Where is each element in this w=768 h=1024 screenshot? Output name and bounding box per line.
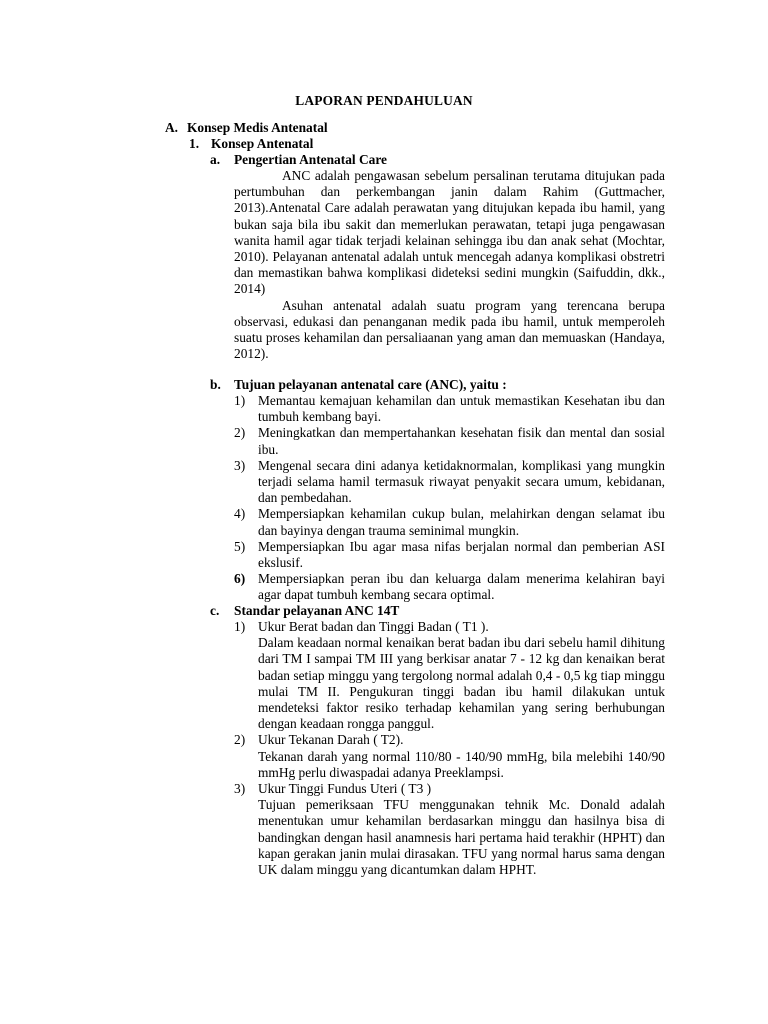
subheading-text: Standar pelayanan ANC 14T: [234, 603, 400, 618]
list-item: [234, 425, 665, 457]
list-item: [234, 571, 665, 603]
item-text: Meningkatkan dan mempertahankan kesehatan fisik dan mental dan sosial ibu.: [258, 425, 665, 457]
paragraph: Asuhan antenatal adalah suatu program yang terencana berupa observasi, edukasi dan penanganan medik pada ibu hamil, untuk memperoleh suatu proses kehamilan dan persaliaanan yang aman dan memuaskan (Handaya, 2012).: [234, 297, 665, 362]
section-label: A.: [165, 120, 179, 135]
item-detail: Dalam keadaan normal kenaikan berat badan ibu dari sebelu hamil dihitung dari TM I sampai TM III yang berkisar anatar 7 - 12 kg dan kenaikan berat badan setiap minggu yang tergolong normal adalah 0,4 - 0,5 kg tiap minggu mulai TM II. Pengukuran tinggi badan ibu hamil dilakukan untuk mendeteksi faktor resiko terhadap kehamilan yang sering berhubungan dengan keadaan rongga panggul.: [258, 635, 665, 732]
standards-list: [234, 619, 665, 878]
item-text: Mempersiapkan Ibu agar masa nifas berjalan normal dan pemberian ASI ekslusif.: [258, 538, 665, 571]
list-item: [234, 539, 665, 571]
section-text: Konsep Antenatal: [211, 136, 314, 151]
item-number: 1): [234, 619, 246, 634]
item-number: 4): [234, 506, 246, 522]
item-heading: Ukur Tinggi Fundus Uteri ( T3 ): [258, 781, 432, 797]
item-number: 2): [234, 425, 246, 441]
item-heading: Ukur Tekanan Darah ( T2).: [258, 732, 404, 748]
item-heading: Ukur Berat badan dan Tinggi Badan ( T1 ).: [258, 619, 489, 634]
item-number: 6): [234, 571, 246, 587]
item-text: Memantau kemajuan kehamilan dan untuk memastikan Kesehatan ibu dan tumbuh kembang bayi.: [258, 393, 665, 425]
list-item: [234, 393, 665, 425]
subheading-text: Pengertian Antenatal Care: [234, 152, 387, 167]
subheading-text: Tujuan pelayanan antenatal care (ANC), yaitu :: [234, 377, 507, 392]
item-text: Mempersiapkan peran ibu dan keluarga dalam menerima kelahiran bayi agar dapat tumbuh kembang secara optimal.: [258, 571, 665, 603]
item-number: 3): [234, 781, 246, 797]
item-text: Mempersiapkan kehamilan cukup bulan, melahirkan dengan selamat ibu dan bayinya dengan trauma seminimal mungkin.: [258, 506, 665, 538]
item-detail: Tekanan darah yang normal 110/80 - 140/90 mmHg, bila melebihi 140/90 mmHg perlu diwaspadai adanya Preeklampsi.: [258, 748, 665, 780]
subheading-label: a.: [210, 152, 221, 167]
subheading-b: [210, 377, 507, 393]
paragraph: ANC adalah pengawasan sebelum persalinan terutama ditujukan pada pertumbuhan dan perkembangan janin dalam Rahim (Guttmacher, 2013).Antenatal Care adalah perawatan yang ditujukan kepada ibu hamil, yang bukan saja bila ibu sakit dan memerlukan perawatan, tetapi juga pengawasan wanita hamil agar tidak terjadi kelainan sehingga ibu dan anak sehat (Mochtar, 2010). Pelayanan antenatal adalah untuk mencegah adanya komplikasi obstretri dan memastikan bahwa komplikasi dideteksi sedini mungkin (Saifuddin, dkk., 2014): [234, 168, 665, 297]
page-title: LAPORAN PENDAHULUAN: [295, 93, 473, 108]
objectives-list: [234, 393, 665, 604]
subheading-c: [210, 603, 399, 619]
list-item: [234, 781, 665, 878]
subheading-label: c.: [210, 603, 220, 618]
item-detail: Tujuan pemeriksaan TFU menggunakan tehnik Mc. Donald adalah menentukan umur kehamilan berdasarkan minggu dan hasilnya bisa di bandingkan dengan hasil anamnesis hari pertama haid terakhir (HPHT) dan kapan gerakan janin mulai dirasakan. TFU yang normal harus sama dengan UK dalam minggu yang dicantumkan dalam HPHT.: [258, 797, 665, 878]
list-item: [234, 458, 665, 507]
item-number: 5): [234, 538, 246, 554]
subheading-a: [210, 152, 387, 168]
definition-text: [234, 168, 665, 362]
list-item: [234, 732, 665, 781]
item-number: 1): [234, 393, 246, 408]
subheading-label: b.: [210, 377, 221, 392]
item-text: Mengenal secara dini adanya ketidaknormalan, komplikasi yang mungkin terjadi selama hamil termasuk riwayat penyakit secara umum, kebidanan, dan pembedahan.: [258, 457, 665, 506]
section-heading-a: [165, 120, 328, 136]
section-heading-1: [189, 136, 313, 152]
list-item: [234, 506, 665, 538]
item-number: 2): [234, 732, 246, 748]
item-number: 3): [234, 457, 246, 473]
list-item: [234, 619, 665, 732]
section-text: Konsep Medis Antenatal: [187, 120, 328, 135]
section-label: 1.: [189, 136, 200, 151]
